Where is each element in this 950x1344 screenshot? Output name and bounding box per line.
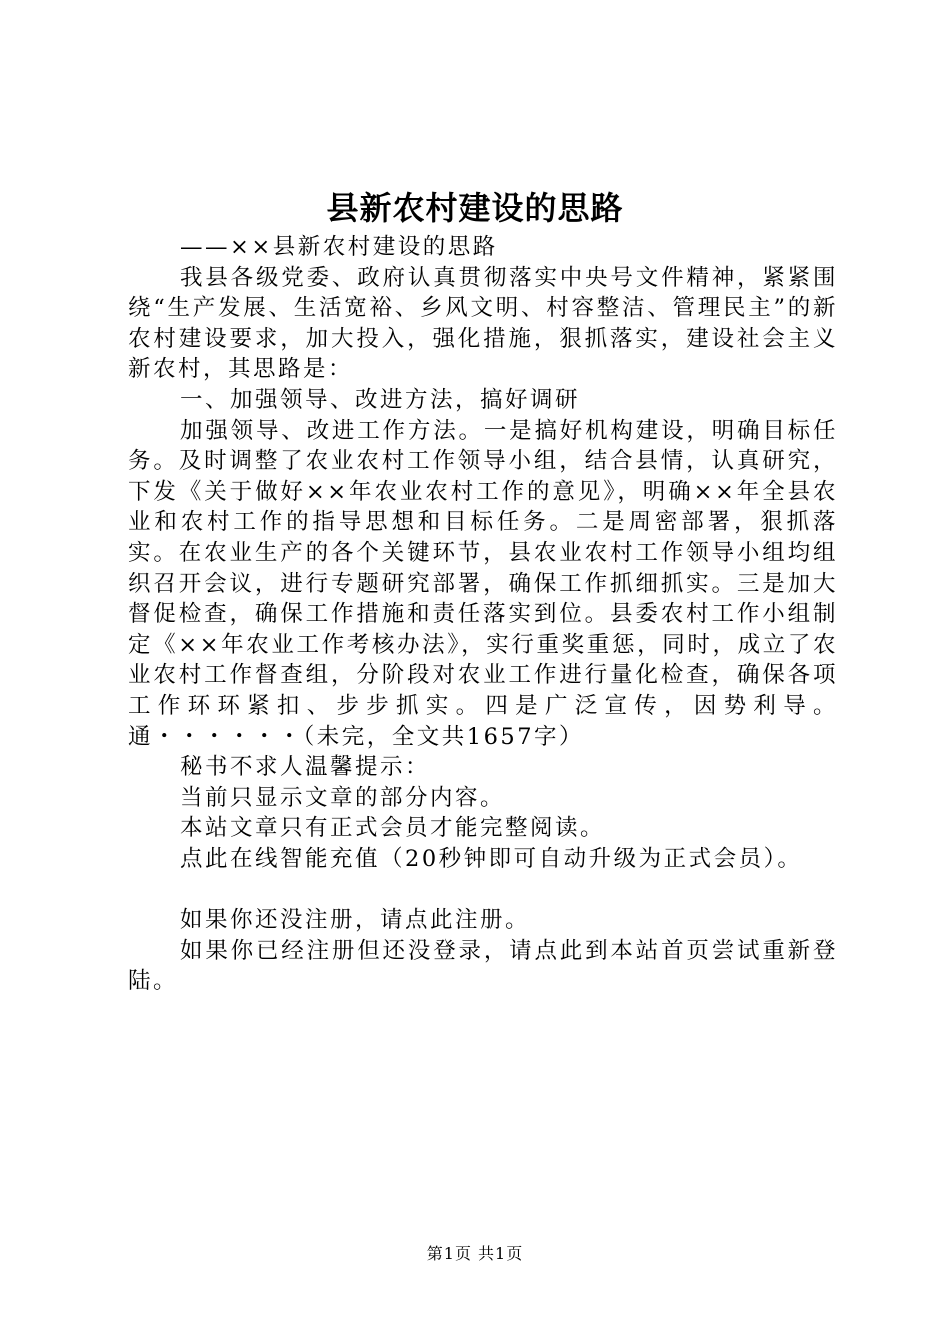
notice-members-only: 本站文章只有正式会员才能完整阅读。 (180, 815, 606, 842)
page-footer: 第1页 共1页 (426, 1244, 524, 1263)
body-paragraph: 加强领导、改进工作方法。一是搞好机构建设，明确目标任务。及时调整了农业农村工作领导小组，结合县情，认真研究，下发《关于做好××年农业农村工作的意见》，明确××年全县农业和农村工作的指导思想和目标任务。二是周密部署，狠抓落实。在农业生产的各个关键环节，县农业农村工作领导小组均组织召开会议，进行专题研究部署，确保工作抓细抓实。三是加大督促检查，确保工作措施和责任落实到位。县委农村工作小组制定《××年农业工作考核办法》，实行重奖重惩，同时，成立了农业农村工作督查组，分阶段对农业工作进行量化检查，确保各项工作环环紧扣、步步抓实。四是广泛宣传，因势利导。通・・・・・・（未完，全文共1657字） (128, 417, 838, 750)
notice-partial-content: 当前只显示文章的部分内容。 (180, 784, 506, 811)
section-heading: 一、加强领导、改进方法，搞好调研 (180, 386, 581, 413)
notice-heading: 秘书不求人温馨提示： (180, 754, 431, 781)
subtitle-paragraph: ——××县新农村建设的思路 (180, 234, 498, 260)
recharge-link[interactable]: 点此在线智能充值（20秒钟即可自动升级为正式会员）。 (180, 845, 803, 872)
intro-paragraph: 我县各级党委、政府认真贯彻落实中央号文件精神，紧紧围绕“生产发展、生活宽裕、乡风文明、村容整洁、管理民主”的新农村建设要求，加大投入，强化措施，狠抓落实，建设社会主义新农村，其思路是： (128, 264, 838, 383)
register-link[interactable]: 如果你还没注册，请点此注册。 (180, 907, 531, 934)
login-link[interactable]: 如果你已经注册但还没登录，请点此到本站首页尝试重新登陆。 (128, 937, 838, 995)
document-body (128, 232, 838, 997)
document-title: 县新农村建设的思路 (326, 189, 624, 227)
blank-line (128, 874, 838, 905)
